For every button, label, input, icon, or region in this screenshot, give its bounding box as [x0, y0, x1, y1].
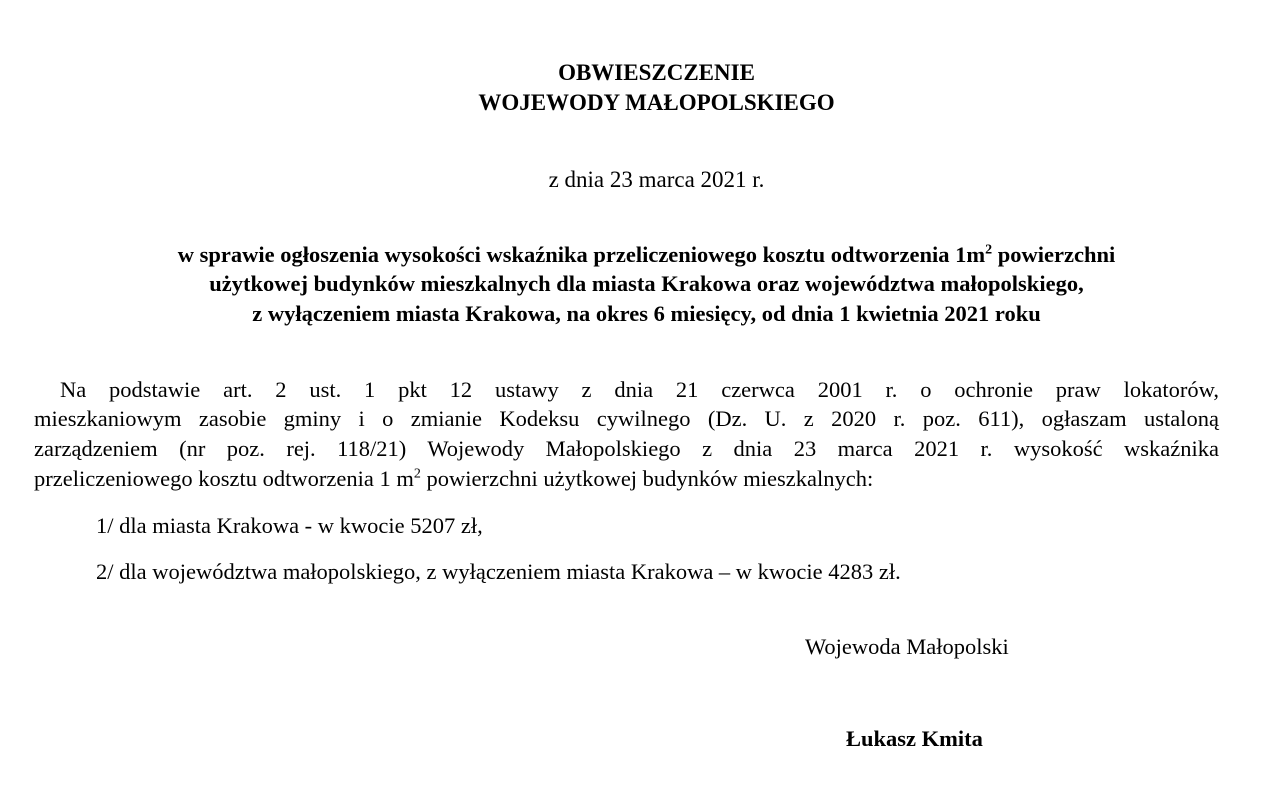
list-item-voivodeship: 2/ dla województwa małopolskiego, z wyłączeniem miasta Krakowa – w kwocie 4283 zł. — [96, 559, 901, 584]
body-superscript: 2 — [413, 466, 421, 482]
subject-line-1-text: w sprawie ogłoszenia wysokości wskaźnika przeliczeniowego kosztu odtworzenia 1m — [177, 242, 986, 267]
body-line-4-text: przeliczeniowego kosztu odtworzenia 1 m — [34, 466, 414, 491]
subject-line-3: z wyłączeniem miasta Krakowa, na okres 6 miesięcy, od dnia 1 kwietnia 2021 roku — [252, 301, 1041, 326]
document-title-line-1: OBWIESZCZENIE — [558, 60, 755, 85]
signature-role: Wojewoda Małopolski — [805, 634, 1009, 659]
body-line-1: Na podstawie art. 2 ust. 1 pkt 12 ustawy z dnia 21 czerwca 2001 r. o ochronie praw lokatorów, — [60, 377, 1219, 402]
subject-superscript: 2 — [985, 242, 993, 258]
document-date: z dnia 23 marca 2021 r. — [548, 167, 765, 192]
subject-line-2: użytkowej budynków mieszkalnych dla miasta Krakowa oraz województwa małopolskiego, — [209, 271, 1084, 296]
body-line-3: zarządzeniem (nr poz. rej. 118/21) Wojewody Małopolskiego z dnia 23 marca 2021 r. wysokość wskaźnika — [34, 436, 1219, 461]
list-item-krakow: 1/ dla miasta Krakowa - w kwocie 5207 zł, — [96, 513, 483, 538]
subject-line-1-end: powierzchni — [992, 242, 1116, 267]
subject-line-1 — [0, 240, 1263, 269]
document-title-line-2: WOJEWODY MAŁOPOLSKIEGO — [478, 90, 835, 115]
body-line-4 — [34, 464, 1219, 493]
signature-name: Łukasz Kmita — [846, 726, 983, 751]
body-line-4-end: powierzchni użytkowej budynków mieszkalnych: — [420, 466, 874, 491]
body-line-2: mieszkaniowym zasobie gminy i o zmianie Kodeksu cywilnego (Dz. U. z 2020 r. poz. 611), ogłaszam ustaloną — [34, 406, 1219, 431]
